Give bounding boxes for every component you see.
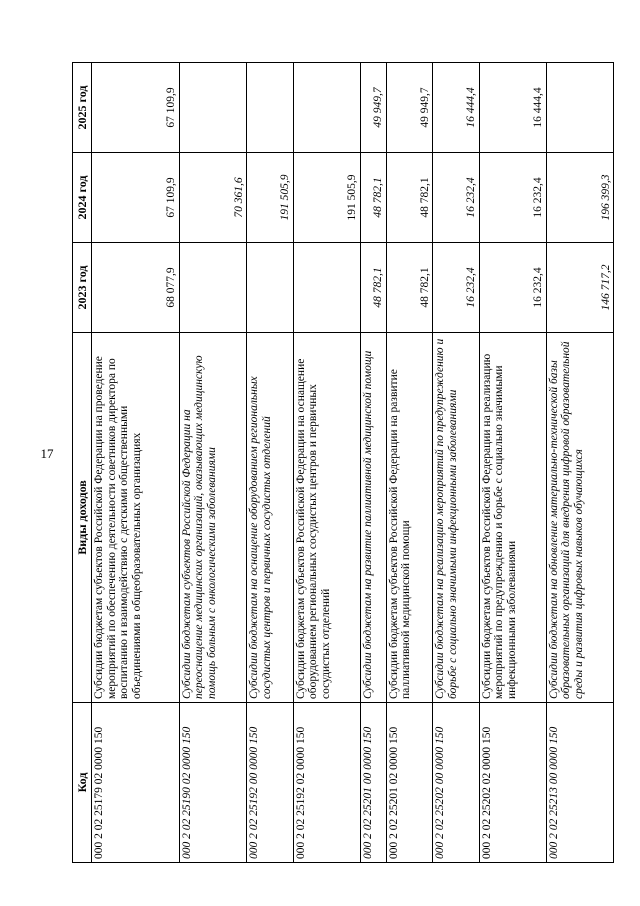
row-kind: Субсидии бюджетам субъектов Российской Федерации на оснащение оборудованием региональных сосудистых центров и первичных сосудистых отделений: [293, 333, 360, 703]
row-2024: 16 232,4: [433, 153, 479, 243]
row-2023: 16 232,4: [479, 243, 546, 333]
row-2024: 70 361,6: [179, 153, 246, 243]
table-row: [247, 63, 293, 863]
table-row: [179, 63, 246, 863]
row-code: 000 2 02 25213 00 0000 150: [546, 703, 613, 863]
row-2023: [247, 243, 293, 333]
row-2023: 68 077,9: [92, 243, 180, 333]
row-2023: [179, 243, 246, 333]
row-2024: 191 505,9: [293, 153, 360, 243]
row-2023: 48 782,1: [386, 243, 432, 333]
row-code: 000 2 02 25192 00 0000 150: [247, 703, 293, 863]
row-2025: 67 109,9: [92, 63, 180, 153]
table-row: [293, 63, 360, 863]
rotated-page-content: [72, 63, 614, 863]
row-2024: 191 505,9: [247, 153, 293, 243]
header-2024: 2024 год: [73, 153, 92, 243]
row-2025: 16 444,4: [479, 63, 546, 153]
row-2024: 196 399,3: [546, 153, 613, 243]
header-2023: 2023 год: [73, 243, 92, 333]
row-kind: Субсидии бюджетам на реализацию мероприятий по предупреждению и борьбе с социально значимыми инфекционными заболеваниями: [433, 333, 479, 703]
row-kind: Субсидии бюджетам на развитие паллиативной медицинской помощи: [360, 333, 386, 703]
row-2024: 48 782,1: [386, 153, 432, 243]
row-2025: [179, 63, 246, 153]
header-kind: Виды доходов: [73, 333, 92, 703]
income-table: [72, 62, 614, 863]
row-2023: 48 782,1: [360, 243, 386, 333]
table-row: [479, 63, 546, 863]
row-kind: Субсидии бюджетам субъектов Российской Федерации на реализацию мероприятий по предупреждению и борьбе с социально значимыми инфекционными заболеваниями: [479, 333, 546, 703]
row-code: 000 2 02 25192 02 0000 150: [293, 703, 360, 863]
row-kind: Субсидии бюджетам на обновление материально-технической базы образовательных организаций для внедрения цифровой образовательной среды и развития цифровых навыков обучающихся: [546, 333, 613, 703]
row-2024: 48 782,1: [360, 153, 386, 243]
table-row: [92, 63, 180, 863]
table-row: [360, 63, 386, 863]
row-code: 000 2 02 25201 02 0000 150: [386, 703, 432, 863]
row-2025: 49 949,7: [360, 63, 386, 153]
row-2023: 16 232,4: [433, 243, 479, 333]
row-2024: 16 232,4: [479, 153, 546, 243]
row-kind: Субсидии бюджетам субъектов Российской Федерации на проведение мероприятий по обеспечению деятельности советников директора по воспитанию и взаимодействию с детскими общественными объединениями в общеобразовательных организациях: [92, 333, 180, 703]
row-2023: [293, 243, 360, 333]
header-code: Код: [73, 703, 92, 863]
row-2025: [546, 63, 613, 153]
row-2024: 67 109,9: [92, 153, 180, 243]
row-code: 000 2 02 25202 00 0000 150: [433, 703, 479, 863]
row-2025: [293, 63, 360, 153]
header-2025: 2025 год: [73, 63, 92, 153]
row-code: 000 2 02 25202 02 0000 150: [479, 703, 546, 863]
row-code: 000 2 02 25190 02 0000 150: [179, 703, 246, 863]
table-header-row: [73, 63, 92, 863]
page-number: 17: [40, 446, 54, 461]
table-row: [433, 63, 479, 863]
row-code: 000 2 02 25179 02 0000 150: [92, 703, 180, 863]
row-2023: 146 717,2: [546, 243, 613, 333]
row-2025: 49 949,7: [386, 63, 432, 153]
row-2025: 16 444,4: [433, 63, 479, 153]
table-row: [386, 63, 432, 863]
row-2025: [247, 63, 293, 153]
row-kind: Субсидии бюджетам субъектов Российской Федерации на переоснащение медицинских организаций, оказывающих медицинскую помощь больным с онкологическими заболеваниями: [179, 333, 246, 703]
row-kind: Субсидии бюджетам на оснащение оборудованием региональных сосудистых центров и первичных сосудистых отделений: [247, 333, 293, 703]
table-row: [546, 63, 613, 863]
row-code: 000 2 02 25201 00 0000 150: [360, 703, 386, 863]
row-kind: Субсидии бюджетам субъектов Российской Федерации на развитие паллиативной медицинской помощи: [386, 333, 432, 703]
